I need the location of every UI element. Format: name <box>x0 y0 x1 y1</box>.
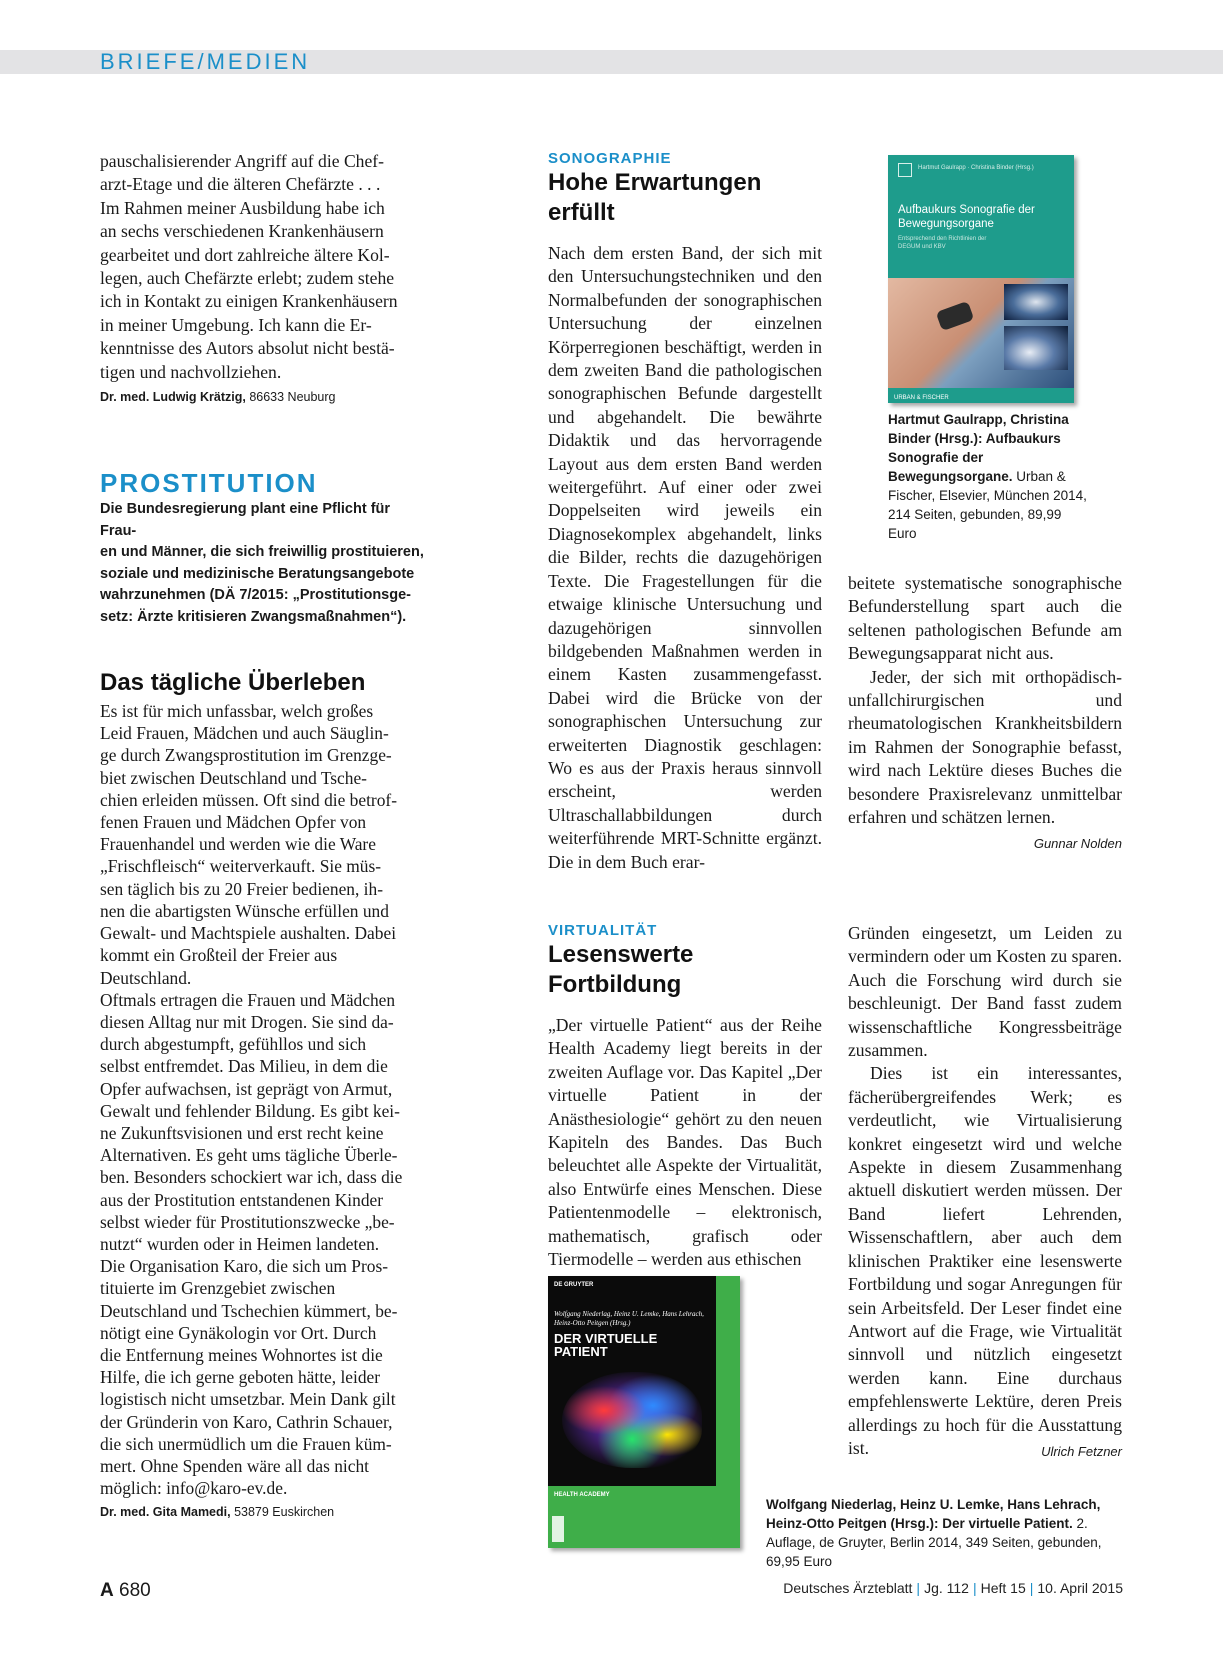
review-1-main <box>548 150 822 874</box>
book-cover-virtueller-patient <box>548 1276 740 1548</box>
letter-1-signature <box>100 388 430 406</box>
review-1-continuation <box>848 572 1122 856</box>
journal-volume: Jg. 112 <box>924 1580 969 1596</box>
review-2-text-cont: Gründen eingesetzt, um Leiden zu vermindern oder um Kosten zu sparen. Auch die Forschung wird durch sie beschleunigt. Der Band fasst zudem wissenschaftliche Kongressbeiträge zusammen. <box>848 923 1122 1061</box>
journal-issue: Heft 15 <box>980 1580 1026 1596</box>
cover-1-top-line: Hartmut Gaulrapp · Christina Binder (Hrsg.) <box>918 165 1034 171</box>
review-2-continuation <box>848 922 1122 1463</box>
letter-2-signature <box>100 1503 430 1521</box>
cover-1-title: Aufbaukurs Sonografie der Bewegungsorgane <box>898 204 1035 230</box>
cover-1-ultrasound-image-1 <box>1004 284 1068 320</box>
cover-1-subtitle: Entsprechend den Richtlinien der DEGUM und KBV <box>898 236 987 250</box>
review-2-text-p2 <box>848 1062 1122 1460</box>
cover-2-series: HEALTH ACADEMY <box>554 1492 610 1498</box>
cover-1-probe-icon <box>936 301 975 331</box>
cover-1-imprint: URBAN & FISCHER <box>894 395 949 401</box>
page-number-value: 680 <box>119 1580 151 1601</box>
review-1-text: Nach dem ersten Band, der sich mit den Untersuchungstechniken und den Normalbefunden der sonographischen Untersuchung der einzelnen Körperregionen beschäftigt, werden in dem zweiten Band die pathologischen sonographischen Befunde dargestellt und abgehandelt. Die bewährte Didaktik und das hervorragende Layout aus dem ersten Band werden weitergeführt. Auf einer oder zwei Doppelseiten wird jeweils ein Diagnosekomplex abgehandelt, links die Bilder, rechts die dazugehörigen Texte. Die Fragestellungen für die etwaige klinische Untersuchung und dazugehörigen sinnvollen bildgebenden Maßnahmen werden in einem Kasten zusammengefasst. Dabei wird die Brücke von der sonographischen Untersuchung zur erweiterten Diagnostik geschlagen: Wo es aus der Praxis heraus sinnvoll erscheint, werden Ultraschallabbildungen durch weiterführende MRT-Schnitte ergänzt. Die in dem Buch erar- <box>548 243 822 872</box>
review-1-headline: Hohe Erwartungen erfüllt <box>548 169 762 226</box>
page-number <box>100 1580 151 1602</box>
cover-1-photo <box>888 278 1074 388</box>
prostitution-lead: Die Bundesregierung plant eine Pflicht für Frau- en und Männer, die sich freiwillig prostituieren, soziale und medizinische Beratungsangebote wahrzunehmen (DÄ 7/2015: „Prostitutionsge- setz: Ärzte kritisieren Zwangsmaßnahmen“). <box>100 501 424 625</box>
review-1-author: Gunnar Nolden <box>1033 836 1122 852</box>
letter-1-place: 86633 Neuburg <box>245 390 336 405</box>
cover-1-logo-icon <box>898 163 912 177</box>
footer-separator: | <box>1029 1580 1034 1596</box>
review-2-main <box>548 922 822 1271</box>
letter-2-title: Das tägliche Überleben <box>100 669 366 697</box>
section-label: BRIEFE/MEDIEN <box>100 49 311 74</box>
journal-name: Deutsches Ärzteblatt <box>783 1580 913 1596</box>
footer-separator: | <box>916 1580 921 1596</box>
letter-2-text: Es ist für mich unfassbar, welch großes Leid Frauen, Mädchen und auch Säuglin- ge durch Zwangsprostitution im Grenzge- biet zwischen Deutschland und Tsche- chien erleiden müssen. Oft sind die betrof- fenen Frauen und Mädchen Opfer von Frauenhandel und werden wie die Ware „Frischfleisch“ weiterverkauft. Sie müs- sen täglich bis zu 20 Freier bedienen, ih- nen die abartigsten Wünsche erfüllen und Gewalt- und Machtspiele aushalten. Dabei kommt ein Großteil der Freier aus Deutschland. Oftmals ertragen die Frauen und Mädchen diesen Alltag nur mit Drogen. Sie sind da- durch abgestumpft, gefühllos und sich selbst entfremdet. Das Milieu, in dem die Opfer aufwachsen, ist geprägt von Armut, Gewalt und fehlender Bildung. Es gibt kei- ne Zukunftsvisionen und erst recht keine Alternativen. Es geht ums tägliche Überle- ben. Besonders schockiert war ich, dass die aus der Prostitution entstandenen Kinder selbst wieder für Prostitutionszwecke „be- nutzt“ wurden oder in Heimen landeten. Die Organisation Karo, die sich um Pros- tituierte im Grenzgebiet zwischen Deutschland und Tschechien kümmert, be- nötigt eine Gynäkologin vor Ort. Durch die Entfernung meines Wohnortes ist die Hilfe, die ich gerne geboten hätte, leider logistisch nicht umsetzbar. Mein Dank gilt der Gründerin von Karo, Cathrin Schauer, die sich unermüdlich um die Frauen küm- mert. Ohne Spenden wäre all das nicht möglich: info@karo-ev.de. <box>100 701 403 1499</box>
letter-1-author: Dr. med. Ludwig Krätzig, <box>100 390 246 405</box>
book-cover-sonografie <box>888 155 1074 403</box>
journal-info <box>783 1580 1123 1596</box>
caption-2-bold: Wolfgang Niederlag, Heinz U. Lemke, Hans Lehrach, Heinz-Otto Peitgen (Hrsg.): Der virtuelle Patient. <box>766 1497 1101 1531</box>
caption-1-bold: Hartmut Gaulrapp, Christina Binder (Hrsg.): Aufbaukurs Sonografie der Bewegungsorgane. <box>888 412 1069 484</box>
cover-2-brain-image <box>562 1372 702 1468</box>
cover-1-ultrasound-image-2 <box>1004 326 1068 370</box>
review-1-text-cont: beitete systematische sonographische Befunderstellung spart auch die seltenen pathologischen Befunde am Bewegungsapparat nicht aus. <box>848 573 1122 664</box>
letter-2-place: 53879 Euskirchen <box>230 1505 335 1520</box>
caption-1-rest: Urban & Fischer, Elsevier, München 2014, 214 Seiten, gebunden, 89,99 Euro <box>888 469 1087 541</box>
review-2-text: „Der virtuelle Patient“ aus der Reihe Health Academy liegt bereits in der zweiten Auflage vor. Das Kapitel „Der virtuelle Patient in der Anästhesiologie“ gehört zu den neuen Kapiteln des Bandes. Das Buch beleuchtet alle Aspekte der Virtualität, also Entwürfe eines Menschen. Diese Patientenmodelle – elektronisch, mathematisch, grafisch oder Tiermodelle – werden aus ethischen <box>548 1015 822 1270</box>
cover-2-publisher: DE GRUYTER <box>554 1282 594 1288</box>
cover-2-authors: Wolfgang Niederlag, Heinz U. Lemke, Hans Lehrach, Heinz-Otto Peitgen (Hrsg.) <box>554 1310 704 1327</box>
review-2-author: Ulrich Fetzner <box>1041 1443 1122 1459</box>
review-2-rubric: VIRTUALITÄT <box>548 922 658 939</box>
review-2-text-p2-content: Dies ist ein interessantes, fächerübergreifendes Werk; es verdeutlicht, wie Virtualisierung konkret eingesetzt wird und welche Aspekte in diesem Zusammenhang aktuell diskutiert werden müssen. Der Band liefert Lehrenden, Wissenschaftlern, aber auch dem klinischen Praktiker eine lesenswerte Fortbildung und sogar Anregungen für sein Arbeitsfeld. Der Leser findet eine Antwort auf die Frage, wie Virtualität sinnvoll und nützlich eingesetzt werden kann. Eine durchaus empfehlenswerte Lektüre, deren Preis allerdings zu hoch für die Ausstattung ist. <box>848 1063 1122 1458</box>
review-1-text-p2-content: Jeder, der sich mit orthopädisch-unfallchirurgischen und rheumatologischen Krankheitsbildern im Rahmen der Sonographie befasst, wird nach Lektüre dieses Buches die besondere Praxisrelevanz unmittelbar erfahren und schätzen lernen. <box>848 666 1122 828</box>
prostitution-rubric: PROSTITUTION <box>100 468 318 499</box>
review-1-rubric: SONOGRAPHIE <box>548 150 672 167</box>
book-caption-virtueller-patient <box>766 1495 1116 1571</box>
left-column <box>100 150 430 1521</box>
review-2-headline: Lesenswerte Fortbildung <box>548 941 694 998</box>
letter-2-author: Dr. med. Gita Mamedi, <box>100 1505 231 1520</box>
review-1-text-p2 <box>848 666 1122 852</box>
cover-2-logo-icon <box>552 1516 564 1542</box>
book-caption-sonografie <box>888 410 1088 543</box>
caption-2-rest: 2. Auflage, de Gruyter, Berlin 2014, 349 Seiten, gebunden, 69,95 Euro <box>766 1516 1102 1569</box>
journal-date: 10. April 2015 <box>1037 1580 1123 1596</box>
cover-2-title: DER VIRTUELLE PATIENT <box>554 1331 658 1359</box>
letter-1-text: pauschalisierender Angriff auf die Chef- arzt-Etage und die älteren Chefärzte . . . Im Rahmen meiner Ausbildung habe ich an sechs verschiedenen Krankenhäusern gearbeitet und dort zahlreiche ältere Kol- legen, auch Chefärzte erlebt; zudem stehe ich in Kontakt zu einigen Krankenhäusern in meiner Umgebung. Ich kann die Er- kenntnisse des Autors absolut nicht bestä- tigen und nachvollziehen. <box>100 151 398 382</box>
page-prefix: A <box>100 1580 114 1601</box>
footer-separator: | <box>972 1580 977 1596</box>
